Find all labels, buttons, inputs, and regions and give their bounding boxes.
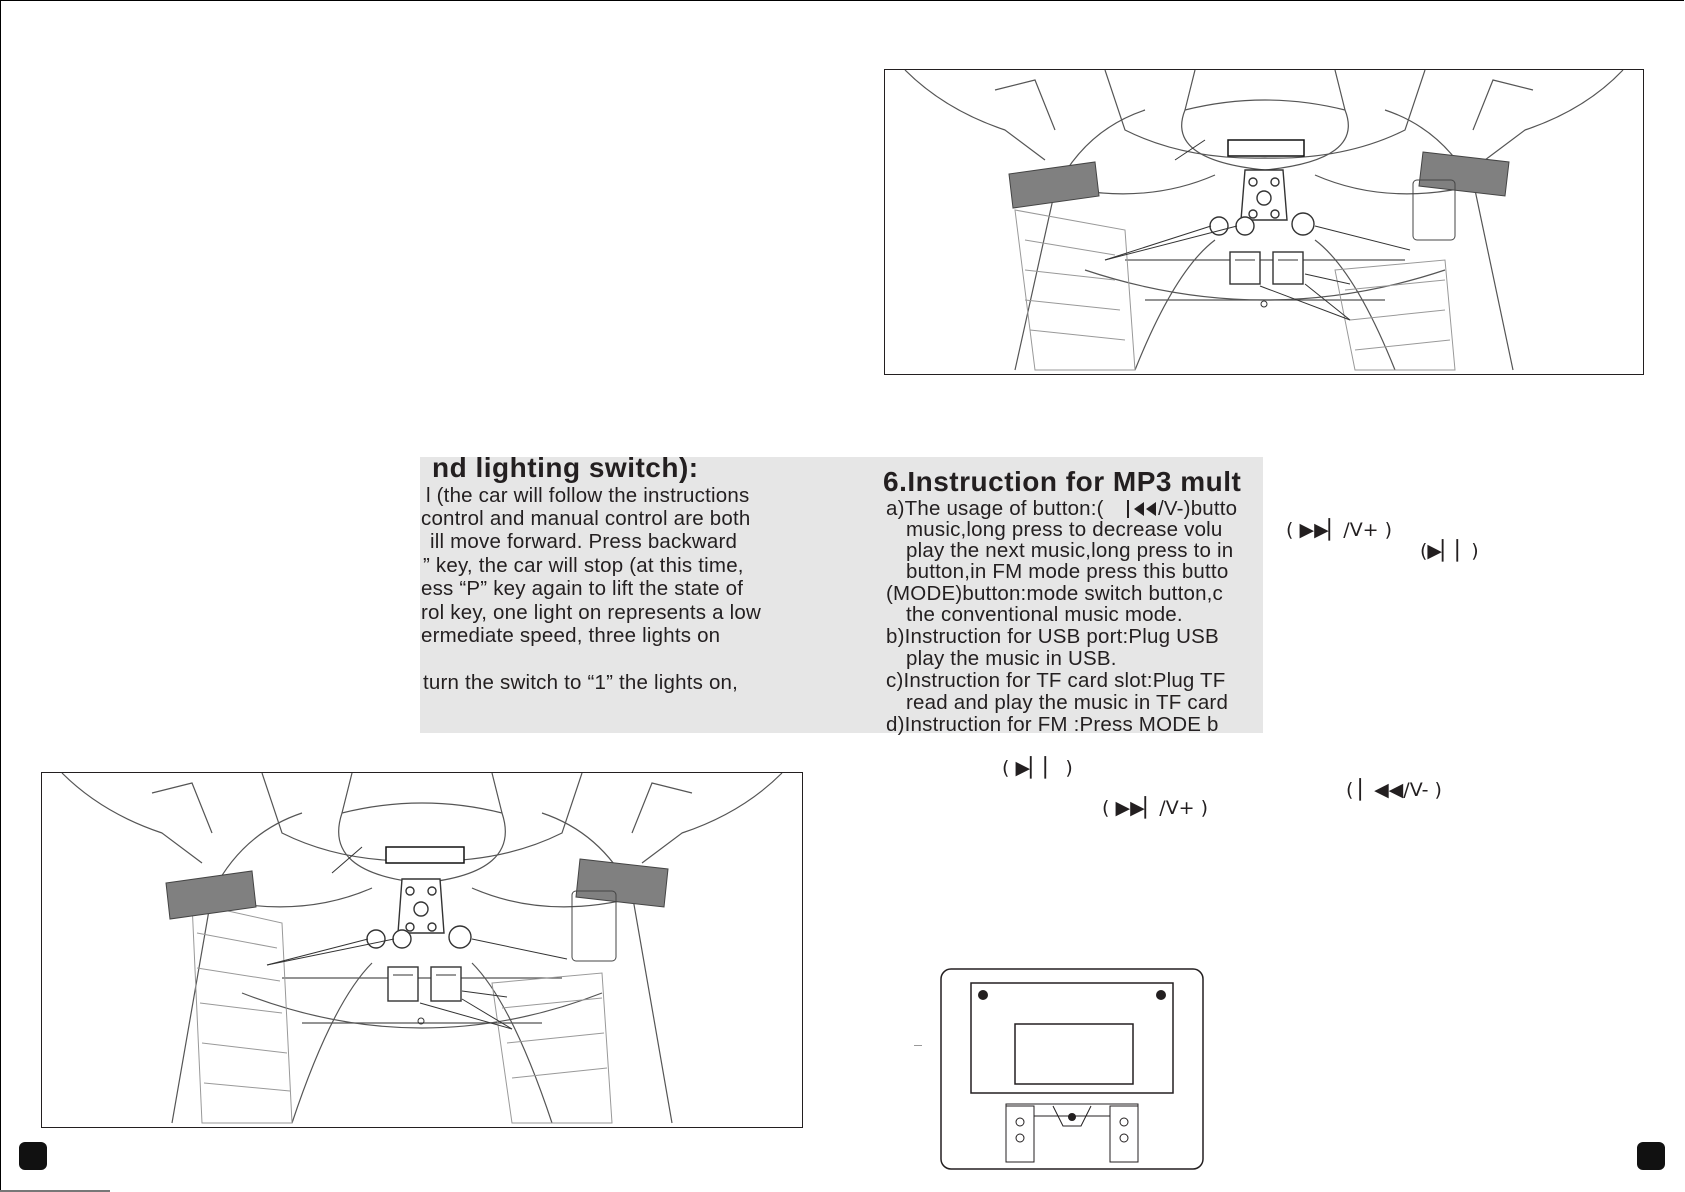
- next-vol-up-label-2: ( ▶▶▏/V+ ): [1102, 797, 1209, 819]
- divider-mark: [914, 1045, 922, 1046]
- page-corner-marker-left: [19, 1142, 47, 1170]
- next-vol-up-label-1: ( ▶▶▏/V+ ): [1286, 519, 1393, 541]
- left-text-line-8: turn the switch to “1” the lights on,: [423, 671, 739, 694]
- left-text-line-3: ill move forward. Press backward: [430, 530, 738, 553]
- left-text-line-5: ess “P” key again to lift the state of: [421, 577, 744, 600]
- left-text-line-4: ” key, the car will stop (at this time,: [423, 554, 744, 577]
- mp3-line-a-end: /V-)butto: [1158, 497, 1238, 520]
- left-text-line-6: rol key, one light on represents a low: [421, 601, 761, 624]
- mp3-line-8: play the music in USB.: [906, 647, 1117, 670]
- mp3-line-5: (MODE)button:mode switch button,c: [886, 582, 1224, 605]
- dashboard-illustration-bottom: [41, 772, 803, 1128]
- mp3-line-6: the conventional music mode.: [906, 603, 1183, 626]
- prev-vol-down-label: ( ▏◀◀/V- ): [1346, 779, 1442, 801]
- mp3-heading: 6.Instruction for MP3 mult: [883, 466, 1242, 497]
- mp3-line-2: music,long press to decrease volu: [906, 518, 1223, 541]
- page-corner-marker-right: [1637, 1142, 1665, 1170]
- mp3-line-c: c)Instruction for TF card slot:Plug TF: [886, 669, 1226, 692]
- mp3-line-4: button,in FM mode press this butto: [906, 560, 1229, 583]
- mp3-board-illustration: [938, 966, 1206, 1172]
- mp3-line-10: read and play the music in TF card: [906, 691, 1229, 714]
- mp3-line-3: play the next music,long press to in: [906, 539, 1234, 562]
- play-pause-label-2: ( ▶▏▏ ): [1002, 757, 1073, 779]
- lighting-switch-heading: nd lighting switch):: [432, 452, 699, 483]
- mp3-line-b: b)Instruction for USB port:Plug USB: [886, 625, 1219, 648]
- left-text-line-7: ermediate speed, three lights on: [421, 624, 721, 647]
- dashboard-illustration-top: [884, 69, 1644, 375]
- left-text-line-1: l (the car will follow the instructions: [426, 484, 750, 507]
- left-text-line-2: control and manual control are both: [421, 507, 751, 530]
- mp3-line-a-start: a)The usage of button:(: [886, 497, 1104, 520]
- play-pause-label-1: (▶▏▏): [1420, 540, 1479, 562]
- mp3-line-d: d)Instruction for FM :Press MODE b: [886, 713, 1219, 736]
